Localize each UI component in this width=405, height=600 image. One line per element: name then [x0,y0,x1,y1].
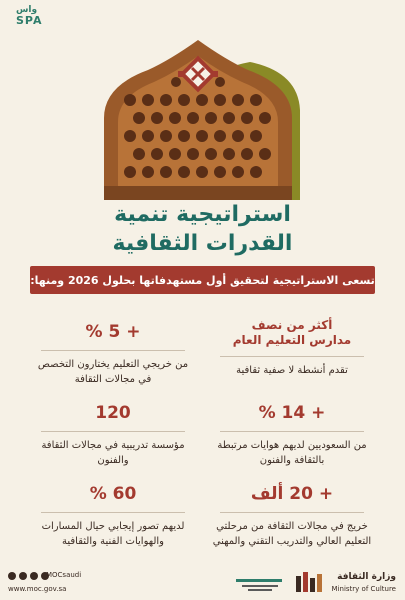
ministry-name-arabic: وزارة الثقافة [337,572,396,582]
stat-description: مؤسسة تدريبية في مجالات الثقافة والفنون [41,440,185,466]
door-rail [104,186,292,200]
stat-card [33,403,193,468]
stat-card [33,322,193,387]
youtube-icon[interactable] [30,572,38,580]
stat-description: من خريجي التعليم يختارون التخصص في مجالات الثقافة [37,359,189,385]
ministry-mark-icon [296,572,324,594]
vision-2030-logo [234,573,284,595]
title-line-2: القدرات الثقافية [112,231,293,256]
stat-divider [41,512,185,513]
ministry-name-english: Ministry of Culture [331,585,396,593]
page-title [0,200,405,258]
stat-card [212,403,372,468]
stat-value: + 14 % [258,403,326,423]
social-handle[interactable]: MOCsaudi [46,571,82,579]
stat-divider [220,512,364,513]
goals-banner: تسعى الاستراتيجية لتحقيق أول مستهدفاتها بحلول 2026 ومنها: [30,266,375,294]
stat-description: خريج في مجالات الثقافة من مرحلتي التعليم العالي والتدريب التقني والمهني [212,521,372,547]
title-line-1: استراتيجية تنمية [114,202,291,227]
twitter-icon[interactable] [8,572,16,580]
stat-divider [220,431,364,432]
ministry-of-culture-logo [296,570,400,598]
stat-value: + 20 ألف [250,484,334,504]
hero-illustration [0,0,405,200]
stat-description: لديهم تصور إيجابي حيال المسارات والهوايات الفنية والثقافية [41,521,185,547]
stat-description: تقدم أنشطة لا صفية ثقافية [236,365,348,376]
instagram-icon[interactable] [19,572,27,580]
spa-logo-arabic: واس [16,5,38,15]
stat-value: 120 [95,403,131,423]
stat-card [212,318,372,378]
stat-divider [220,356,364,357]
stat-card [33,484,193,549]
stat-description: من السعوديين لديهم هوايات مرتبطة بالثقافة والفنون [217,440,367,466]
stat-divider [41,431,185,432]
stat-value: + 5 % [85,322,141,342]
footer [0,566,405,600]
stat-value: أكثر من نصف مدارس التعليم العام [232,318,352,347]
stat-divider [41,350,185,351]
stat-value: 60 % [89,484,137,504]
social-icons [8,572,49,580]
stat-card [212,484,372,549]
spa-logo-latin: SPA [16,14,43,27]
website-link[interactable]: www.moc.gov.sa [8,585,67,593]
